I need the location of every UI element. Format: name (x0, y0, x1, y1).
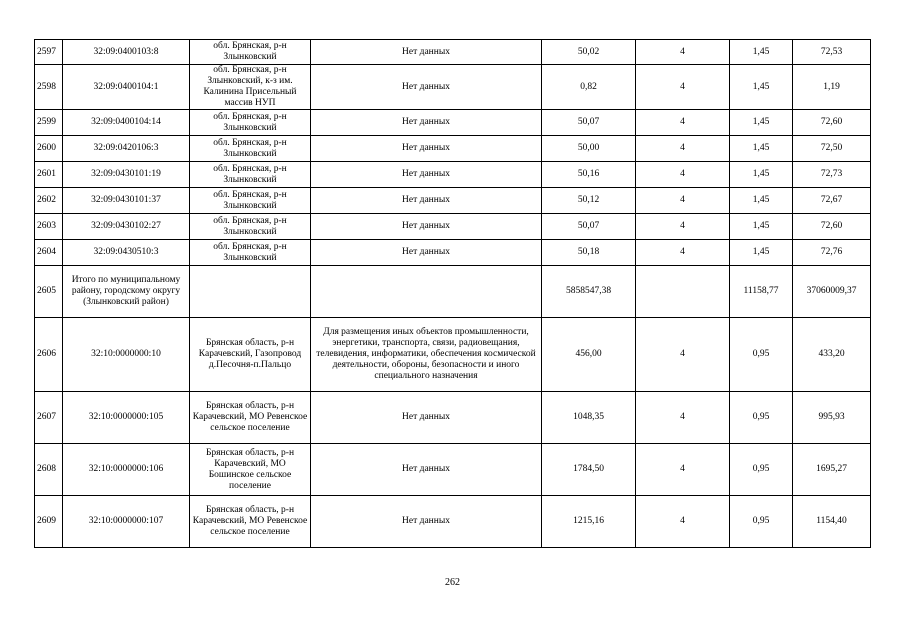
cell-cadastral-number: 32:10:0000000:106 (63, 444, 190, 496)
cell-area: 50,02 (542, 40, 636, 65)
cell-address: Брянская область, р-н Карачевский, Газопровод д.Песочня-п.Пальцо (190, 318, 311, 392)
cell-row-number: 2599 (35, 110, 63, 136)
cell-purpose: Нет данных (311, 110, 542, 136)
cell-col7: 0,95 (730, 392, 793, 444)
cell-area: 50,00 (542, 136, 636, 162)
cell-col6: 4 (636, 136, 730, 162)
cell-col7: 1,45 (730, 240, 793, 266)
cell-address: обл. Брянская, р-н Злынковский (190, 162, 311, 188)
cell-col7: 1,45 (730, 65, 793, 110)
cell-purpose: Для размещения иных объектов промышленности, энергетики, транспорта, связи, радиовещания, телевидения, информатики, обеспечения космической деятельности, обороны, безопасности и иного специального назначения (311, 318, 542, 392)
cell-purpose: Нет данных (311, 444, 542, 496)
cell-cadastral-number: 32:09:0420106:3 (63, 136, 190, 162)
cell-purpose: Нет данных (311, 188, 542, 214)
cell-area: 50,07 (542, 110, 636, 136)
cell-cadastral-number: 32:10:0000000:107 (63, 496, 190, 548)
cell-address: обл. Брянская, р-н Злынковский (190, 110, 311, 136)
table-row (35, 188, 871, 214)
cell-area: 50,12 (542, 188, 636, 214)
cell-area: 50,07 (542, 214, 636, 240)
cell-cadastral-number: 32:09:0400104:14 (63, 110, 190, 136)
cell-address: обл. Брянская, р-н Злынковский (190, 214, 311, 240)
cell-col6: 4 (636, 318, 730, 392)
cell-area: 50,16 (542, 162, 636, 188)
cell-purpose: Нет данных (311, 65, 542, 110)
cell-col7: 1,45 (730, 136, 793, 162)
cell-row-number: 2600 (35, 136, 63, 162)
cell-col8: 72,60 (793, 110, 871, 136)
cell-col7: 11158,77 (730, 266, 793, 318)
cell-col6: 4 (636, 40, 730, 65)
cadastral-table (34, 39, 871, 548)
table-row (35, 136, 871, 162)
cell-purpose: Нет данных (311, 240, 542, 266)
cell-col6: 4 (636, 214, 730, 240)
cell-address: обл. Брянская, р-н Злынковский (190, 188, 311, 214)
cell-col6: 4 (636, 162, 730, 188)
table-row (35, 444, 871, 496)
cell-col6: 4 (636, 496, 730, 548)
cell-col7: 1,45 (730, 188, 793, 214)
cell-area: 456,00 (542, 318, 636, 392)
cell-purpose: Нет данных (311, 392, 542, 444)
cell-col7: 0,95 (730, 496, 793, 548)
cell-row-number: 2606 (35, 318, 63, 392)
cell-address: Брянская область, р-н Карачевский, МО Ревенское сельское поселение (190, 392, 311, 444)
cell-purpose: Нет данных (311, 162, 542, 188)
table-row (35, 266, 871, 318)
cell-area: 50,18 (542, 240, 636, 266)
cell-address: Брянская область, р-н Карачевский, МО Ревенское сельское поселение (190, 496, 311, 548)
cell-address: обл. Брянская, р-н Злынковский, к-з им. Калинина Присельный массив НУП (190, 65, 311, 110)
cell-cadastral-number: 32:09:0400103:8 (63, 40, 190, 65)
table-row (35, 65, 871, 110)
cell-address: обл. Брянская, р-н Злынковский (190, 136, 311, 162)
cell-col7: 0,95 (730, 318, 793, 392)
cell-row-number: 2608 (35, 444, 63, 496)
table-row (35, 392, 871, 444)
cell-col7: 1,45 (730, 110, 793, 136)
cell-address: Брянская область, р-н Карачевский, МО Бошинское сельское поселение (190, 444, 311, 496)
cell-row-number: 2601 (35, 162, 63, 188)
page-number: 262 (445, 577, 460, 588)
cell-col7: 1,45 (730, 214, 793, 240)
cell-col6 (636, 266, 730, 318)
cell-area: 1784,50 (542, 444, 636, 496)
table-row (35, 40, 871, 65)
cell-col6: 4 (636, 110, 730, 136)
cell-col7: 1,45 (730, 162, 793, 188)
table-row (35, 318, 871, 392)
cell-col8: 1695,27 (793, 444, 871, 496)
cell-area: 1215,16 (542, 496, 636, 548)
table-row (35, 162, 871, 188)
cell-area: 1048,35 (542, 392, 636, 444)
cell-row-number: 2604 (35, 240, 63, 266)
cell-col8: 72,67 (793, 188, 871, 214)
cell-row-number: 2603 (35, 214, 63, 240)
cell-purpose (311, 266, 542, 318)
table-row (35, 240, 871, 266)
cell-col8: 72,50 (793, 136, 871, 162)
cell-col8: 72,60 (793, 214, 871, 240)
cell-col8: 37060009,37 (793, 266, 871, 318)
cell-cadastral-number: 32:09:0430101:19 (63, 162, 190, 188)
cell-col8: 1,19 (793, 65, 871, 110)
cell-col7: 1,45 (730, 40, 793, 65)
cell-row-number: 2609 (35, 496, 63, 548)
cell-cadastral-number: 32:09:0430102:27 (63, 214, 190, 240)
cell-cadastral-number: 32:09:0430510:3 (63, 240, 190, 266)
cell-col6: 4 (636, 392, 730, 444)
cell-row-number: 2598 (35, 65, 63, 110)
cell-address: обл. Брянская, р-н Злынковский (190, 40, 311, 65)
cell-col6: 4 (636, 240, 730, 266)
table-row (35, 214, 871, 240)
cell-purpose: Нет данных (311, 214, 542, 240)
cell-col8: 995,93 (793, 392, 871, 444)
cell-address (190, 266, 311, 318)
cell-col6: 4 (636, 65, 730, 110)
cell-cadastral-number: Итого по муниципальному району, городскому округу (Злынковский район) (63, 266, 190, 318)
table-row (35, 110, 871, 136)
cell-purpose: Нет данных (311, 40, 542, 65)
cell-col8: 433,20 (793, 318, 871, 392)
cell-col8: 1154,40 (793, 496, 871, 548)
cell-row-number: 2607 (35, 392, 63, 444)
cell-col8: 72,76 (793, 240, 871, 266)
cell-row-number: 2605 (35, 266, 63, 318)
cell-area: 0,82 (542, 65, 636, 110)
cell-col6: 4 (636, 444, 730, 496)
cell-area: 5858547,38 (542, 266, 636, 318)
cell-purpose: Нет данных (311, 136, 542, 162)
cell-purpose: Нет данных (311, 496, 542, 548)
cell-row-number: 2602 (35, 188, 63, 214)
cell-cadastral-number: 32:10:0000000:10 (63, 318, 190, 392)
cell-cadastral-number: 32:10:0000000:105 (63, 392, 190, 444)
cell-col6: 4 (636, 188, 730, 214)
cell-address: обл. Брянская, р-н Злынковский (190, 240, 311, 266)
cell-col8: 72,73 (793, 162, 871, 188)
cell-row-number: 2597 (35, 40, 63, 65)
cell-cadastral-number: 32:09:0430101:37 (63, 188, 190, 214)
cell-col8: 72,53 (793, 40, 871, 65)
cell-col7: 0,95 (730, 444, 793, 496)
cell-cadastral-number: 32:09:0400104:1 (63, 65, 190, 110)
table-row (35, 496, 871, 548)
